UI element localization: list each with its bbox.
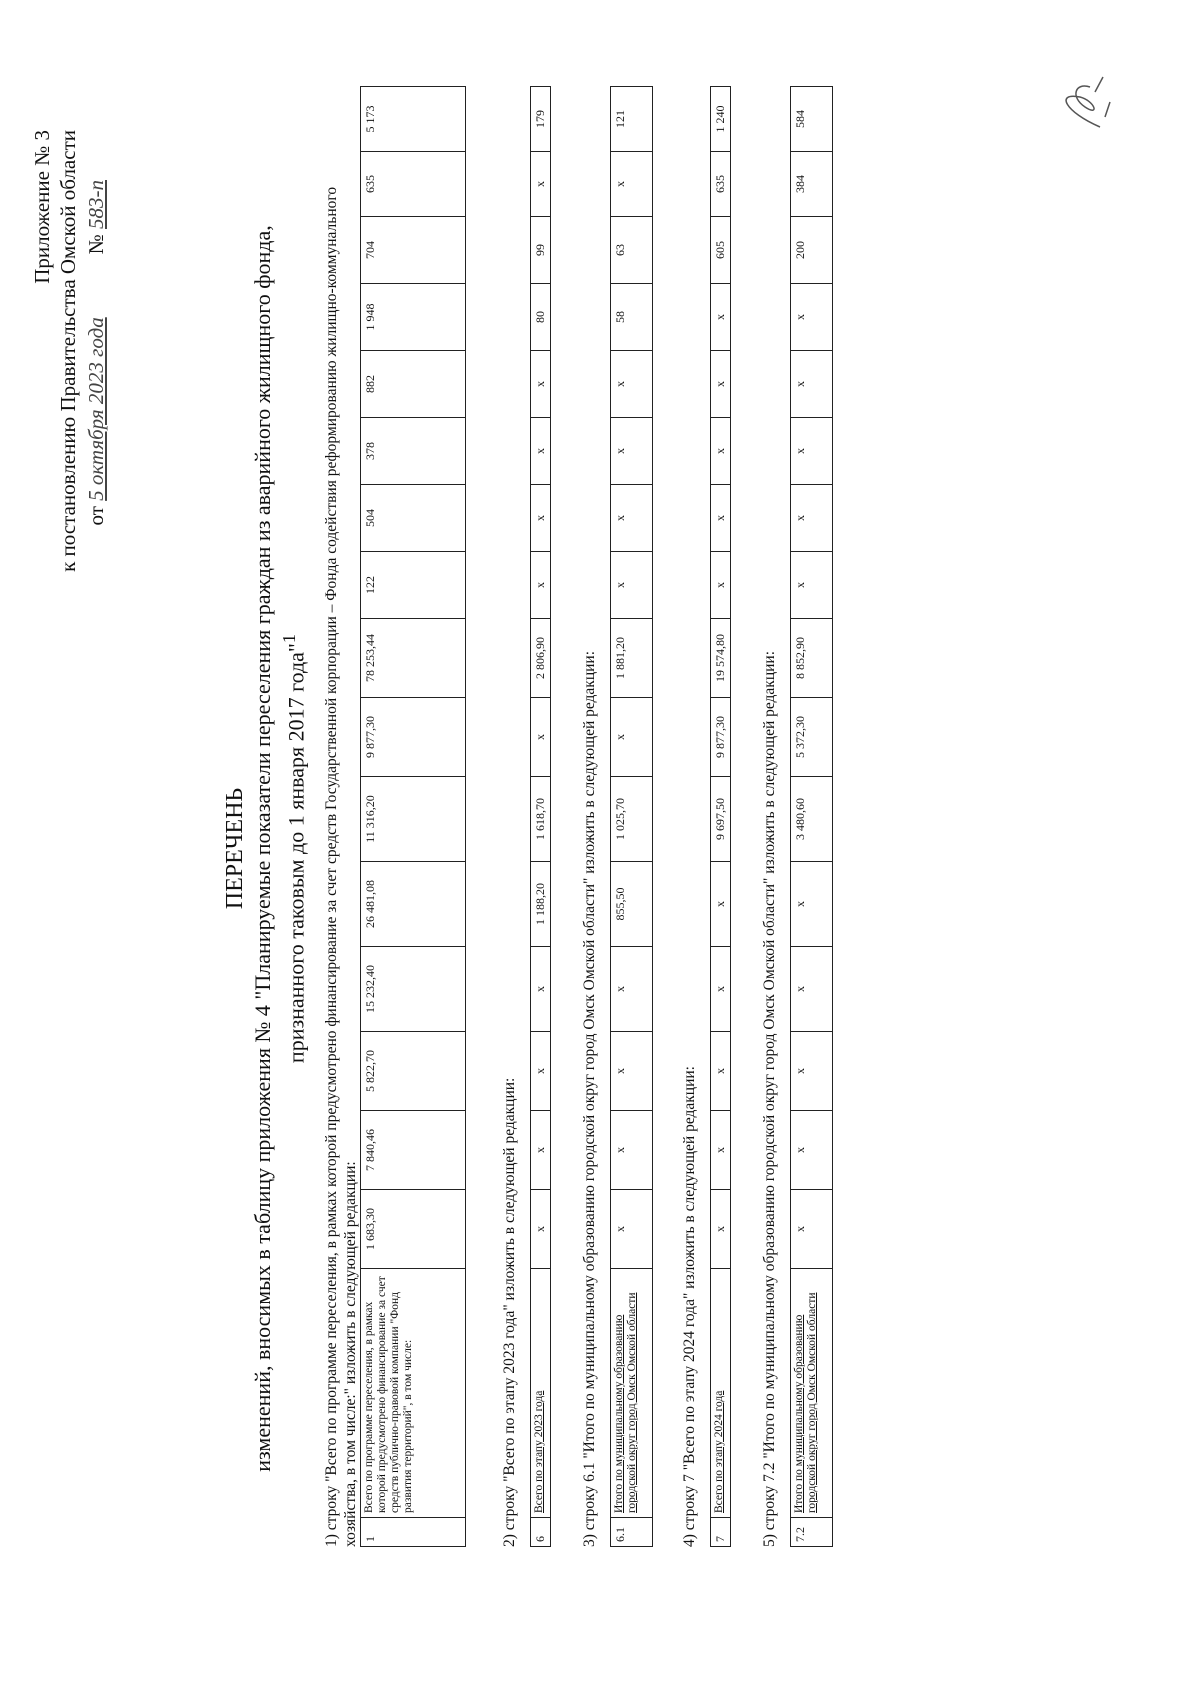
cell: 855,50 <box>611 862 653 947</box>
footnote-mark: 1 <box>279 633 299 644</box>
table-row-6-1 <box>610 86 653 1547</box>
row-name: Всего по программе переселения, в рамках которой предусмотрено финансирование за счет средств публично-правовой компании "Фонд развития территорий", в том числе: <box>361 1269 466 1518</box>
cell: x <box>791 1190 833 1269</box>
document-title: ПЕРЕЧЕНЬ <box>222 787 248 910</box>
cell: 9 697,50 <box>711 777 731 862</box>
row-name: Всего по этапу 2023 года <box>531 1269 551 1518</box>
table-row-6 <box>530 86 551 1547</box>
cell: x <box>531 152 551 217</box>
cell: 80 <box>531 284 551 351</box>
cell: x <box>531 698 551 777</box>
appendix-label: Приложение № 3 <box>30 130 54 284</box>
cell: x <box>711 485 731 552</box>
row-number: 7 <box>711 1518 731 1547</box>
cell: x <box>611 351 653 418</box>
cell: 78 253,44 <box>361 619 466 698</box>
cell: x <box>791 1111 833 1190</box>
cell: x <box>531 552 551 619</box>
resolution-date: 5 октября 2023 года <box>84 317 108 501</box>
table-row-1 <box>360 86 466 1547</box>
resolution-date-number: от 5 октября 2023 года № 583-п <box>84 180 108 526</box>
cell: 1 240 <box>711 87 731 152</box>
row-number: 7.2 <box>791 1518 833 1547</box>
cell: x <box>791 485 833 552</box>
cell: x <box>711 552 731 619</box>
resolution-reference: к постановлению Правительства Омской области <box>56 130 80 572</box>
cell: x <box>791 418 833 485</box>
cell: 1 683,30 <box>361 1190 466 1269</box>
cell: 3 480,60 <box>791 777 833 862</box>
document-subtitle-line1: изменений, вносимых в таблицу приложения № 4 "Планируемые показатели переселения граждан из аварийного жилищного фонда, <box>250 225 275 1472</box>
cell: x <box>791 947 833 1032</box>
instruction-3: 3) строку 6.1 "Итого по муниципальному образованию городской округ город Омск Омской области" изложить в следующей редакции: <box>581 650 598 1547</box>
cell: x <box>531 1190 551 1269</box>
table-row-7 <box>710 86 731 1547</box>
instruction-1: 1) строку "Всего по программе переселения, в рамках которой предусмотрено финансирование за счет средств Государственной корпорации – Фонда содействия реформированию жилищно-коммунального хозяйства, в том числе:" изложить в следующей редакции: <box>323 186 359 1547</box>
cell: 1 881,20 <box>611 619 653 698</box>
cell: 384 <box>791 152 833 217</box>
cell: 63 <box>611 217 653 284</box>
cell: 1 618,70 <box>531 777 551 862</box>
cell: 58 <box>611 284 653 351</box>
cell: 1 188,20 <box>531 862 551 947</box>
cell: x <box>531 485 551 552</box>
cell: x <box>711 284 731 351</box>
cell: 200 <box>791 217 833 284</box>
cell: x <box>711 418 731 485</box>
document-subtitle-line2: признанного таковым до 1 января 2017 года"$^1$ <box>279 633 309 1064</box>
cell: x <box>611 698 653 777</box>
cell: 121 <box>611 87 653 152</box>
cell: x <box>531 1111 551 1190</box>
cell: x <box>531 351 551 418</box>
row-number: 6.1 <box>611 1518 653 1547</box>
cell: x <box>611 947 653 1032</box>
cell: x <box>791 552 833 619</box>
cell: 504 <box>361 485 466 552</box>
cell: 2 806,90 <box>531 619 551 698</box>
cell: 26 481,08 <box>361 862 466 947</box>
row-number: 6 <box>531 1518 551 1547</box>
cell: 9 877,30 <box>711 698 731 777</box>
cell: x <box>531 1032 551 1111</box>
cell: 1 025,70 <box>611 777 653 862</box>
cell: x <box>611 1190 653 1269</box>
cell: x <box>531 418 551 485</box>
cell: 179 <box>531 87 551 152</box>
cell: x <box>791 284 833 351</box>
cell: x <box>611 152 653 217</box>
cell: 19 574,80 <box>711 619 731 698</box>
cell: 9 877,30 <box>361 698 466 777</box>
cell: x <box>531 947 551 1032</box>
instruction-4: 4) строку 7 "Всего по этапу 2024 года" изложить в следующей редакции: <box>681 1066 698 1547</box>
cell: x <box>791 862 833 947</box>
cell: x <box>611 418 653 485</box>
cell: x <box>611 552 653 619</box>
cell: x <box>711 1032 731 1111</box>
cell: 99 <box>531 217 551 284</box>
row-name: Всего по этапу 2024 года <box>711 1269 731 1518</box>
cell: 8 852,90 <box>791 619 833 698</box>
cell: 605 <box>711 217 731 284</box>
cell: 7 840,46 <box>361 1111 466 1190</box>
cell: 5 372,30 <box>791 698 833 777</box>
cell: 635 <box>711 152 731 217</box>
resolution-number: 583-п <box>84 180 108 229</box>
cell: 378 <box>361 418 466 485</box>
row-name: Итого по муниципальному образованию городской округ город Омск Омской области <box>791 1269 833 1518</box>
cell: x <box>611 1032 653 1111</box>
cell: 122 <box>361 552 466 619</box>
cell: 11 316,20 <box>361 777 466 862</box>
cell: 882 <box>361 351 466 418</box>
cell: x <box>791 1032 833 1111</box>
cell: 1 948 <box>361 284 466 351</box>
instruction-2: 2) строку "Всего по этапу 2023 года" изложить в следующей редакции: <box>501 1077 518 1547</box>
cell: x <box>711 862 731 947</box>
cell: x <box>611 1111 653 1190</box>
cell: 15 232,40 <box>361 947 466 1032</box>
row-name: Итого по муниципальному образованию городской округ город Омск Омской области <box>611 1269 653 1518</box>
cell: 5 173 <box>361 87 466 152</box>
cell: x <box>791 351 833 418</box>
cell: 635 <box>361 152 466 217</box>
table-row-7-2 <box>790 86 833 1547</box>
signature-mark <box>1045 67 1115 137</box>
cell: 5 822,70 <box>361 1032 466 1111</box>
cell: x <box>711 351 731 418</box>
cell: x <box>711 1111 731 1190</box>
cell: 584 <box>791 87 833 152</box>
cell: x <box>711 947 731 1032</box>
instruction-5: 5) строку 7.2 "Итого по муниципальному образованию городской округ город Омск Омской области" изложить в следующей редакции: <box>761 650 778 1547</box>
row-number: 1 <box>361 1518 466 1547</box>
cell: 704 <box>361 217 466 284</box>
cell: x <box>611 485 653 552</box>
cell: x <box>711 1190 731 1269</box>
